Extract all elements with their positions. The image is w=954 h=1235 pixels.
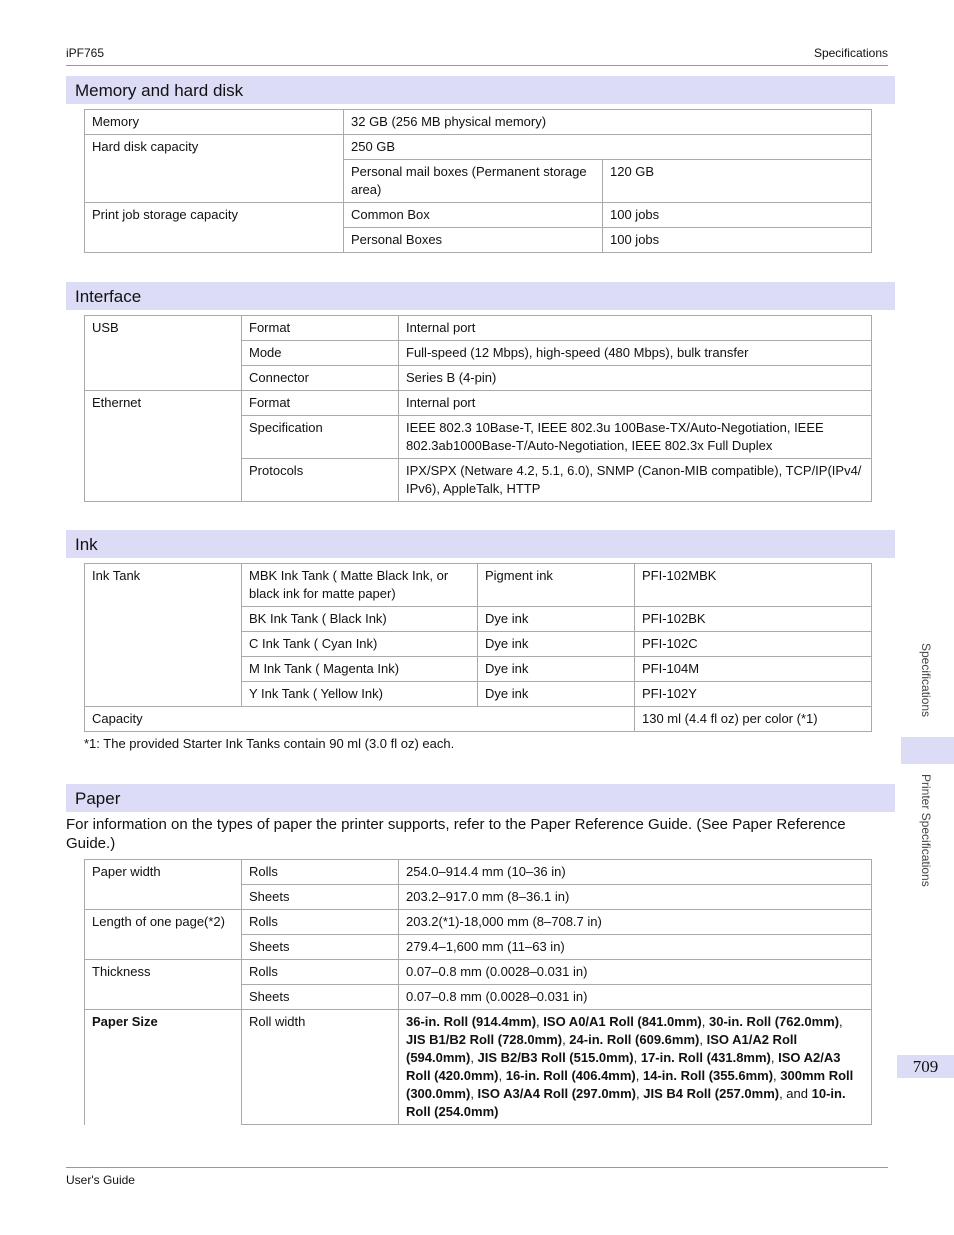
length-sheets-value: 279.4–1,600 mm (11–63 in) (399, 935, 872, 960)
eth-spec-value: IEEE 802.3 10Base-T, IEEE 802.3u 100Base-TX/Auto-Negotiation, IEEE 802.3ab1000Base-T/Auto-Negotiation, IEEE 802.3x Full Duplex (399, 416, 872, 459)
section-memory-title: Memory and hard disk (66, 76, 895, 104)
personal-box-value: 100 jobs (603, 228, 872, 253)
roll-size-separator: , (699, 1032, 707, 1047)
ink-code: PFI-102Y (635, 682, 872, 707)
roll-size-item: 36-in. Roll (914.4mm) (406, 1014, 537, 1029)
roll-size-item: 30-in. Roll (762.0mm) (708, 1014, 840, 1029)
table-row (85, 564, 872, 607)
table-row (85, 203, 872, 228)
width-sheets-value: 203.2–917.0 mm (8–36.1 in) (399, 885, 872, 910)
ink-footnote: *1: The provided Starter Ink Tanks contain 90 ml (3.0 fl oz) each. (84, 736, 455, 751)
roll-size-separator: , (536, 1014, 544, 1029)
roll-size-item: 300mm Roll (300.0mm) (406, 1068, 854, 1101)
roll-size-item: ISO A3/A4 Roll (297.0mm) (477, 1086, 637, 1101)
page-number: 709 (897, 1055, 954, 1078)
eth-format-label: Format (242, 391, 399, 416)
length-rolls-value: 203.2(*1)-18,000 mm (8–708.7 in) (399, 910, 872, 935)
thick-rolls-value: 0.07–0.8 mm (0.0028–0.031 in) (399, 960, 872, 985)
ethernet-label: Ethernet (85, 391, 242, 502)
ink-type: Pigment ink (478, 564, 635, 607)
side-tab-marker (901, 737, 954, 764)
table-row (85, 860, 872, 885)
paper-intro: For information on the types of paper the printer supports, refer to the Paper Reference Guide. (See Paper Reference Guide.) (66, 816, 846, 852)
roll-size-separator: , (498, 1068, 506, 1083)
ink-code: PFI-104M (635, 657, 872, 682)
roll-size-separator: , (839, 1014, 843, 1029)
roll-size-item: 24-in. Roll (609.6mm) (569, 1032, 700, 1047)
usb-connector-label: Connector (242, 366, 399, 391)
rolls-label: Rolls (242, 860, 399, 885)
ink-code: PFI-102BK (635, 607, 872, 632)
eth-spec-label: Specification (242, 416, 399, 459)
paper-width-label: Paper width (85, 860, 242, 910)
personal-box-label: Personal Boxes (344, 228, 603, 253)
roll-size-separator: , (635, 1068, 643, 1083)
table-row (85, 110, 872, 135)
usb-format-label: Format (242, 316, 399, 341)
width-rolls-value: 254.0–914.4 mm (10–36 in) (399, 860, 872, 885)
common-box-label: Common Box (344, 203, 603, 228)
capacity-value: 130 ml (4.4 fl oz) per color (*1) (635, 707, 872, 732)
eth-format-value: Internal port (399, 391, 872, 416)
sheets-label: Sheets (242, 885, 399, 910)
roll-size-item: 14-in. Roll (355.6mm) (643, 1068, 774, 1083)
eth-protocols-label: Protocols (242, 459, 399, 502)
header-section: Specifications (813, 46, 888, 60)
table-row (85, 391, 872, 416)
roll-size-item: JIS B2/B3 Roll (515.0mm) (477, 1050, 634, 1065)
paper-size-label: Paper Size (85, 1010, 242, 1125)
roll-sizes-list (399, 1010, 872, 1125)
roll-size-separator: , and (779, 1086, 812, 1101)
mailbox-label: Personal mail boxes (Permanent storage area) (344, 160, 603, 203)
mailbox-value: 120 GB (603, 160, 872, 203)
roll-size-item: 17-in. Roll (431.8mm) (640, 1050, 771, 1065)
table-row (85, 135, 872, 160)
roll-size-item: JIS B4 Roll (257.0mm) (643, 1086, 780, 1101)
storage-label: Print job storage capacity (85, 203, 344, 253)
hdd-value: 250 GB (344, 135, 872, 160)
interface-table (84, 315, 872, 502)
table-row (85, 1010, 872, 1125)
ink-tank-label: Ink Tank (85, 564, 242, 707)
ink-name: Y Ink Tank ( Yellow Ink) (242, 682, 478, 707)
section-ink-title: Ink (66, 530, 895, 558)
roll-size-separator: , (701, 1014, 709, 1029)
usb-connector-value: Series B (4-pin) (399, 366, 872, 391)
table-row (85, 316, 872, 341)
ink-name: C Ink Tank ( Cyan Ink) (242, 632, 478, 657)
roll-width-label: Roll width (242, 1010, 399, 1125)
ink-table (84, 563, 872, 732)
ink-name: M Ink Tank ( Magenta Ink) (242, 657, 478, 682)
roll-size-separator: , (636, 1086, 644, 1101)
page-length-label: Length of one page(*2) (85, 910, 242, 960)
section-interface-title: Interface (66, 282, 895, 310)
ink-type: Dye ink (478, 682, 635, 707)
memory-label: Memory (85, 110, 344, 135)
rolls-label: Rolls (242, 910, 399, 935)
memory-table (84, 109, 872, 253)
ink-name: MBK Ink Tank ( Matte Black Ink, or black ink for matte paper) (242, 564, 478, 607)
rolls-label: Rolls (242, 960, 399, 985)
ink-type: Dye ink (478, 632, 635, 657)
side-label-specifications: Specifications (919, 643, 933, 718)
roll-size-separator: , (773, 1068, 781, 1083)
roll-size-item: 10-in. Roll (254.0mm) (406, 1086, 846, 1119)
common-box-value: 100 jobs (603, 203, 872, 228)
header-rule (66, 65, 888, 66)
memory-value: 32 GB (256 MB physical memory) (344, 110, 872, 135)
thick-sheets-value: 0.07–0.8 mm (0.0028–0.031 in) (399, 985, 872, 1010)
roll-size-separator: , (470, 1050, 478, 1065)
ink-type: Dye ink (478, 657, 635, 682)
thickness-label: Thickness (85, 960, 242, 1010)
ink-type: Dye ink (478, 607, 635, 632)
usb-format-value: Internal port (399, 316, 872, 341)
ink-code: PFI-102C (635, 632, 872, 657)
usb-label: USB (85, 316, 242, 391)
header-model: iPF765 (66, 46, 105, 60)
roll-size-separator: , (562, 1032, 570, 1047)
roll-size-separator: , (633, 1050, 641, 1065)
footer-rule (66, 1167, 888, 1168)
roll-size-item: ISO A0/A1 Roll (841.0mm) (543, 1014, 702, 1029)
roll-size-item: JIS B1/B2 Roll (728.0mm) (406, 1032, 563, 1047)
sheets-label: Sheets (242, 985, 399, 1010)
side-label-printer-specifications: Printer Specifications (919, 774, 933, 887)
roll-size-separator: , (770, 1050, 779, 1065)
roll-size-item: ISO A1/A2 Roll (594.0mm) (406, 1032, 798, 1065)
usb-mode-label: Mode (242, 341, 399, 366)
footer-text: User's Guide (66, 1173, 135, 1187)
section-paper-title: Paper (66, 784, 895, 812)
ink-code: PFI-102MBK (635, 564, 872, 607)
capacity-label: Capacity (85, 707, 635, 732)
table-row (85, 960, 872, 985)
roll-size-item: 16-in. Roll (406.4mm) (505, 1068, 636, 1083)
table-row (85, 910, 872, 935)
sheets-label: Sheets (242, 935, 399, 960)
usb-mode-value: Full-speed (12 Mbps), high-speed (480 Mbps), bulk transfer (399, 341, 872, 366)
roll-size-item: ISO A2/A3 Roll (420.0mm) (406, 1050, 841, 1083)
ink-name: BK Ink Tank ( Black Ink) (242, 607, 478, 632)
roll-size-separator: , (470, 1086, 478, 1101)
table-row (85, 707, 872, 732)
paper-table (84, 859, 872, 1125)
hdd-label: Hard disk capacity (85, 135, 344, 203)
eth-protocols-value: IPX/SPX (Netware 4.2, 5.1, 6.0), SNMP (Canon-MIB compatible), TCP/IP(IPv4/ IPv6), AppleTalk, HTTP (399, 459, 872, 502)
